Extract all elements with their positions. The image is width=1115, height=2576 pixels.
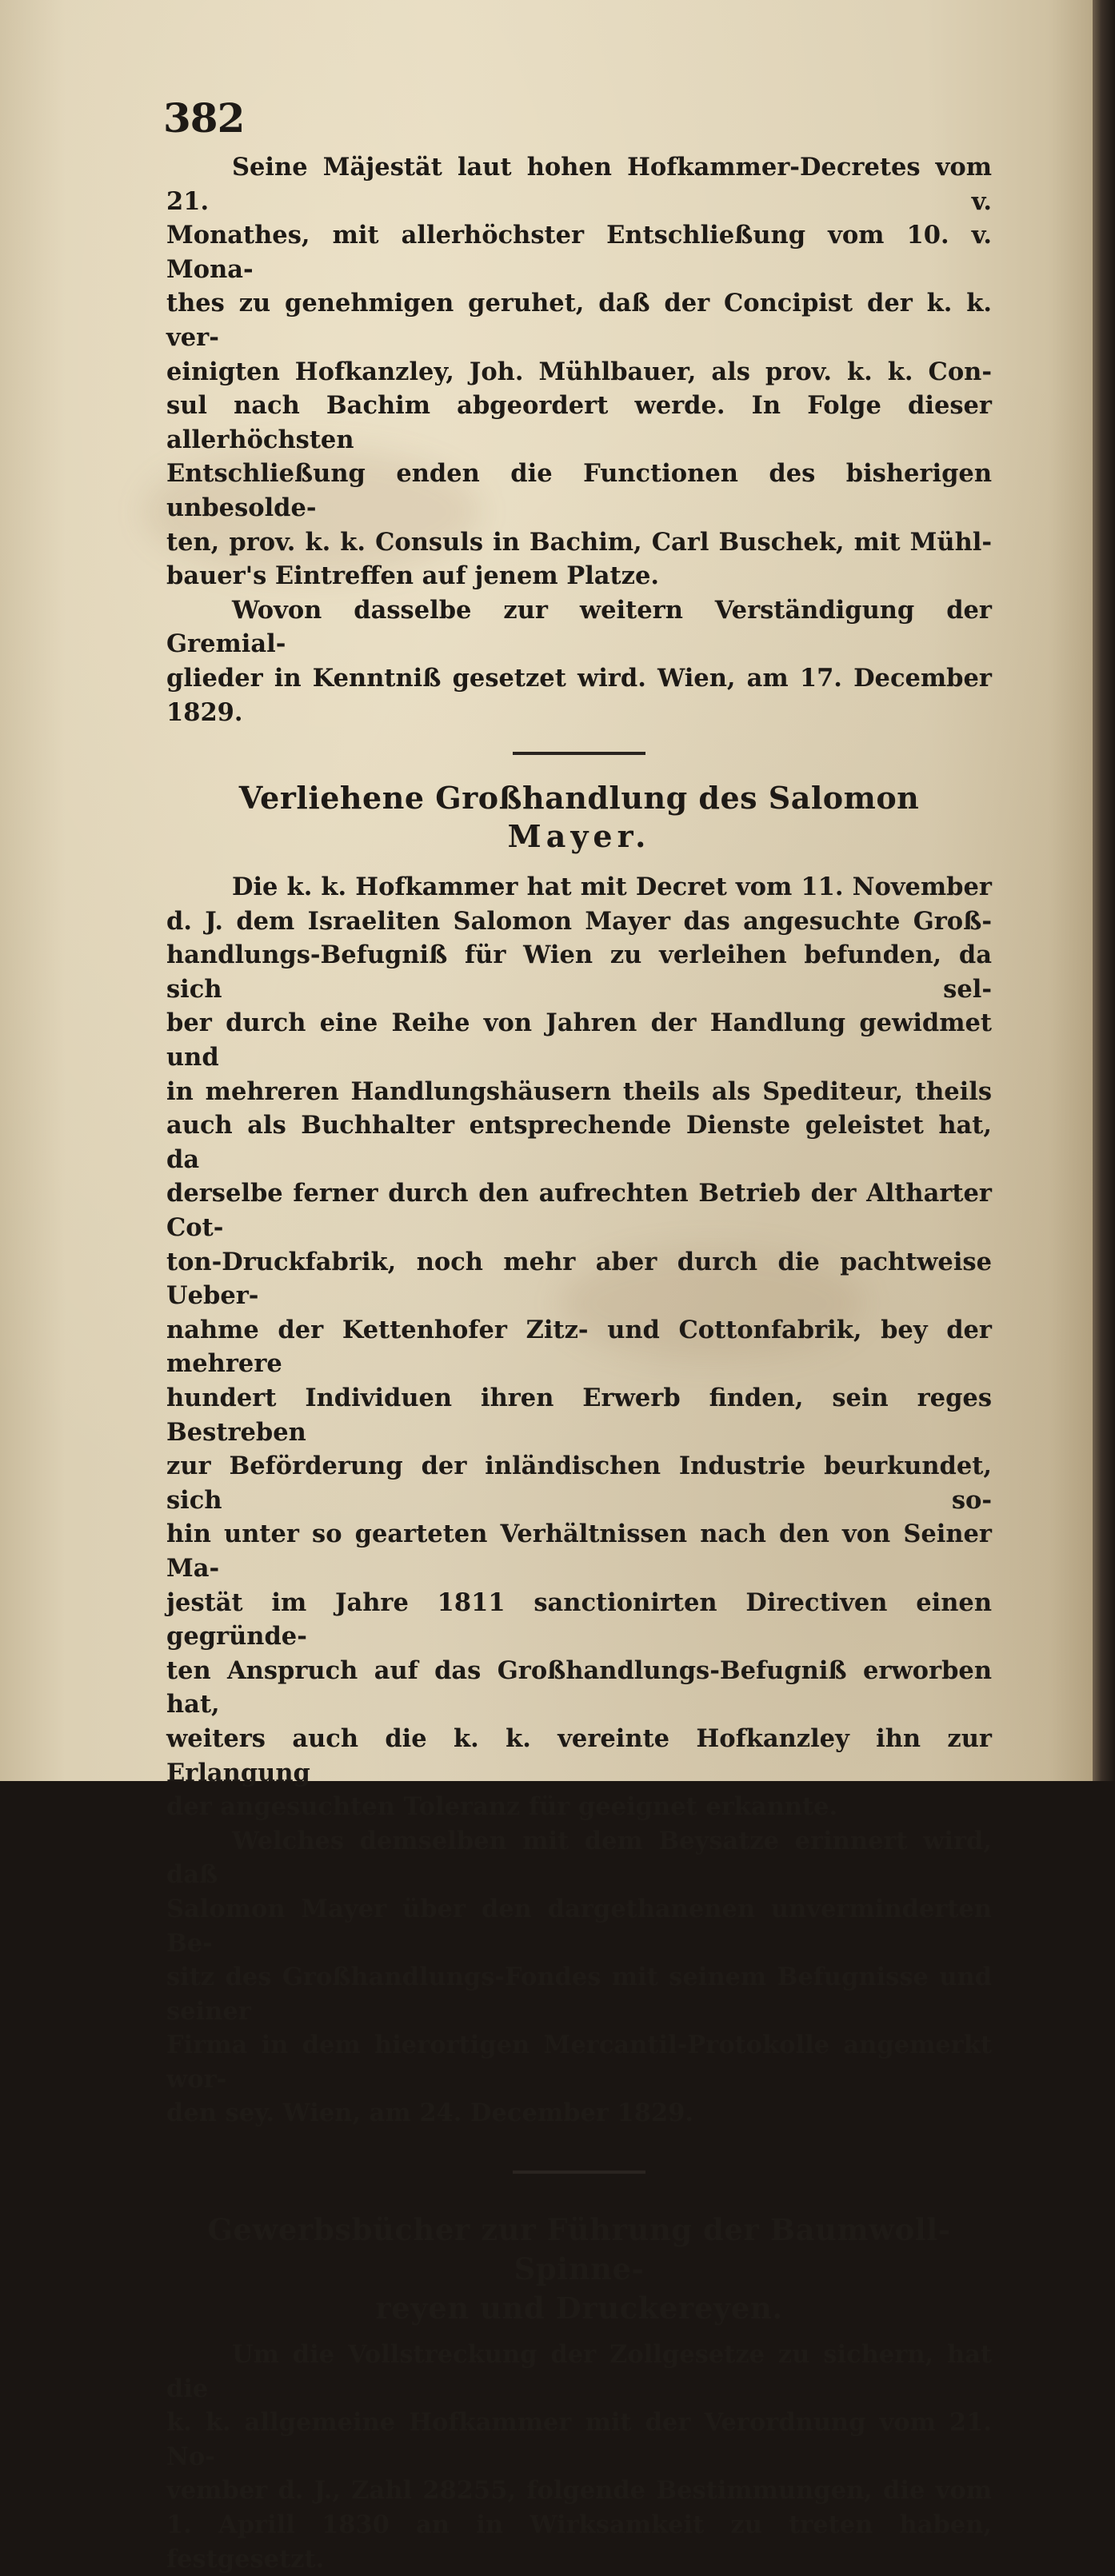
text-line: Salomon Mayer über den dargethanenen unverminderten Be- <box>166 1894 992 1958</box>
text-line: nahme der Kettenhofer Zitz- und Cottonfabrik, bey der mehrere <box>166 1315 992 1379</box>
heading-line: Gewerbsbücher zur Führung der Baumwoll-Spinne- <box>207 2212 951 2287</box>
text-line: Seine Mäjestät laut hohen Hofkammer-Decretes vom 21. v. <box>166 153 992 216</box>
section-consul <box>166 150 992 729</box>
text-line: den sey. Wien, am 24. December 1829. <box>166 2099 694 2128</box>
text-line: derselbe ferner durch den aufrechten Betrieb der Altharter Cot- <box>166 1179 992 1243</box>
section-grosshandlung <box>166 779 992 2131</box>
text-line: hin unter so gearteten Verhältnissen nach den von Seiner Ma- <box>166 1520 992 1583</box>
section-gewerbsbuecher <box>166 2211 992 2576</box>
paragraph <box>166 150 992 593</box>
section-divider <box>513 752 645 755</box>
text-line: auch als Buchhalter entsprechende Dienste geleistet hat, da <box>166 1111 992 1174</box>
text-line: bauer's Eintreffen auf jenem Platze. <box>166 561 659 591</box>
heading-name: Mayer. <box>507 818 651 855</box>
text-line: sul nach Bachim abgeordert werde. In Folge dieser allerhöchsten <box>166 391 992 454</box>
section-divider <box>513 2171 645 2174</box>
section-heading <box>166 779 992 856</box>
paragraph <box>166 2338 992 2576</box>
heading-text: Verliehene Großhandlung des Salomon <box>238 780 920 817</box>
text-line: vember d. J., Zahl 28255, folgende Bestimmungen, die vom <box>166 2476 992 2506</box>
paragraph <box>166 870 992 1824</box>
text-line: d. J. dem Israeliten Salomon Mayer das angesuchte Groß- <box>166 906 992 936</box>
text-line: in mehreren Handlungshäusern theils als Spediteur, theils <box>166 1076 992 1106</box>
text-line: 1. Aprill 1830 an in Wirksamkeit zu treten haben, festgesetzt. <box>166 2510 992 2574</box>
text-line: hundert Individuen ihren Erwerb finden, sein reges Bestreben <box>166 1384 992 1447</box>
text-line: Firma in dem hierortigen Mercantil-Protokolle angemerkt wor- <box>166 2031 992 2094</box>
text-line: Entschließung enden die Functionen des bisherigen unbesolde- <box>166 459 992 522</box>
text-line: Welches demselben mit dem Beysatze erinnert wird, daß <box>166 1826 992 1890</box>
text-line: glieder in Kenntniß gesetzet wird. Wien, am 17. December 1829. <box>166 663 992 727</box>
text-line: ton-Druckfabrik, noch mehr aber durch die pachtweise Ueber- <box>166 1247 992 1311</box>
section-heading <box>166 2211 992 2328</box>
text-line: Monathes, mit allerhöchster Entschließung vom 10. v. Mona- <box>166 221 992 284</box>
text-line: ten, prov. k. k. Consuls in Bachim, Carl Buschek, mit Mühl- <box>166 527 992 557</box>
page-text <box>163 94 992 2576</box>
text-line: Wovon dasselbe zur weitern Verständigung der Gremial- <box>166 595 992 659</box>
text-line: handlungs-Befugniß für Wien zu verleihen befunden, da sich sel- <box>166 941 992 1004</box>
text-line: zur Beförderung der inländischen Industrie beurkundet, sich so- <box>166 1452 992 1515</box>
text-line: der angesuchten Toleranz für geeignet erkannte. <box>166 1792 838 1822</box>
text-line: k. k. allgemeine Hofkammer mit der Verordnung vom 21. No- <box>166 2408 992 2471</box>
text-line: Um die Vollstreckung der Zollgesetze zu sichern, hat die <box>166 2340 992 2403</box>
heading-line: reyen und Druckereyen. <box>375 2290 783 2326</box>
text-line: Die k. k. Hofkammer hat mit Decret vom 11. November <box>232 873 992 902</box>
text-line: thes zu genehmigen geruhet, daß der Concipist der k. k. ver- <box>166 289 992 352</box>
text-line: einigten Hofkanzley, Joh. Mühlbauer, als prov. k. k. Con- <box>166 357 992 386</box>
text-line: ten Anspruch auf das Großhandlungs-Befugniß erworben hat, <box>166 1655 992 1719</box>
text-line: weiters auch die k. k. vereinte Hofkanzley ihn zur Erlangung <box>166 1723 992 1787</box>
paragraph <box>166 593 992 729</box>
page-edge <box>1093 0 1115 1781</box>
text-line: sitz des Großhandlungs-Fondes mit seinem Befugnisse und seiner <box>166 1963 992 2026</box>
text-line: ber durch eine Reihe von Jahren der Handlung gewidmet und <box>166 1008 992 1072</box>
page-number: 382 <box>163 94 245 142</box>
paragraph <box>166 1824 992 2131</box>
text-line: jestät im Jahre 1811 sanctionirten Directiven einen gegründe- <box>166 1588 992 1651</box>
